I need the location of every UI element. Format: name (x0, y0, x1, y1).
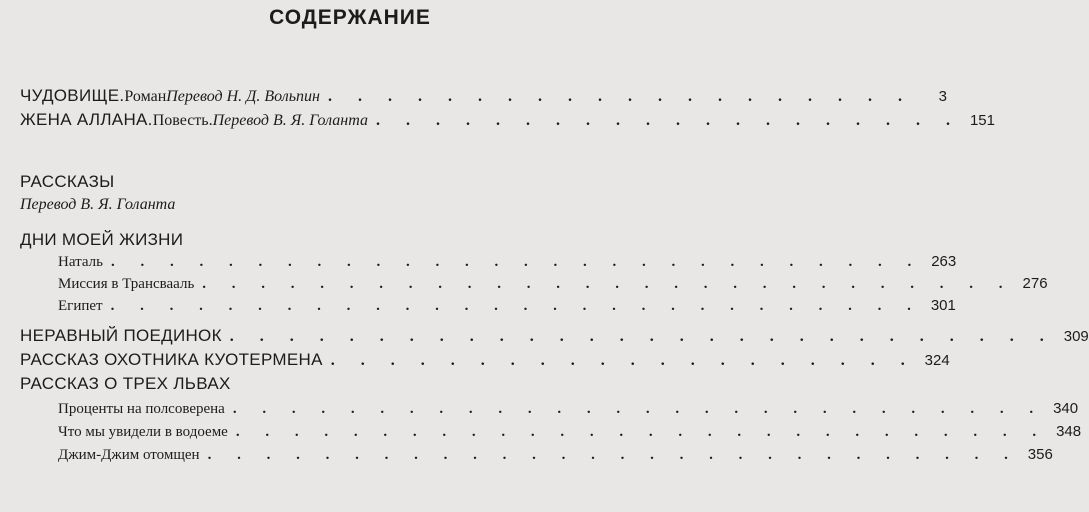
stories-heading: РАССКАЗЫ (20, 172, 115, 191)
toc-subentry (58, 423, 1082, 441)
subentry-title: Наталь (58, 254, 103, 270)
entry-title: НЕРАВНЫЙ ПОЕДИНОК (20, 326, 222, 345)
toc-subentry (58, 400, 1079, 418)
toc-subentry (58, 297, 956, 315)
subentry-page: 356 (1027, 446, 1053, 463)
toc-subentry (58, 275, 1048, 293)
entry-translator: Перевод В. Я. Голанта (212, 112, 368, 129)
stories-translator: Перевод В. Я. Голанта (20, 196, 176, 213)
subentry-page: 340 (1053, 400, 1079, 417)
leader-dots: . . . . . . . . . . . . . . . . . . . . (327, 88, 913, 105)
entry-title: РАССКАЗ ОХОТНИКА КУОТЕРМЕНА (20, 350, 323, 369)
entry-title: ЧУДОВИЩЕ. (20, 86, 125, 105)
toc-entry (20, 86, 947, 106)
subentry-title: Миссия в Трансвааль (58, 276, 195, 292)
section-title: ДНИ МОЕЙ ЖИЗНИ (20, 230, 184, 249)
subentry-title: Проценты на полсоверена (58, 401, 225, 417)
entry-title: ЖЕНА АЛЛАНА. (20, 110, 153, 129)
entry-genre: Роман (124, 88, 167, 105)
leader-dots: . . . . . . . . . . . . . . . . . . . . . . . . . . . . (202, 276, 1014, 292)
toc-entry (20, 110, 995, 130)
entry-page: 151 (969, 112, 995, 129)
entry-translator: Перевод Н. Д. Вольпин (166, 88, 320, 105)
subentry-page: 263 (931, 253, 957, 270)
leader-dots: . . . . . . . . . . . . . . . . . . . . . . . . . . . . (235, 424, 1048, 440)
subentry-page: 301 (930, 297, 956, 314)
leader-dots: . . . . . . . . . . . . . . . . . . . . (330, 352, 916, 369)
toc-subentry (58, 446, 1053, 464)
leader-dots: . . . . . . . . . . . . . . . . . . . . . . . . . . . . (232, 401, 1045, 417)
toc-entry (20, 350, 950, 370)
section-title: РАССКАЗ О ТРЕХ ЛЬВАХ (20, 374, 231, 393)
entry-page: 324 (924, 352, 950, 369)
leader-dots: . . . . . . . . . . . . . . . . . . . . . . . . . . . . (110, 254, 923, 270)
page-title: СОДЕРЖАНИЕ (269, 6, 431, 29)
leader-dots: . . . . . . . . . . . . . . . . . . . . . . . . . . . . (207, 447, 1019, 463)
leader-dots: . . . . . . . . . . . . . . . . . . . . . . . . . . . . (229, 328, 1055, 345)
leader-dots: . . . . . . . . . . . . . . . . . . . . . . . . . . . . (110, 298, 922, 314)
toc-subentry (58, 253, 957, 271)
entry-page: 309 (1063, 328, 1089, 345)
subentry-title: Что мы увидели в водоеме (58, 424, 228, 440)
leader-dots: . . . . . . . . . . . . . . . . . . . . (376, 112, 961, 129)
entry-genre: Повесть. (152, 112, 213, 129)
subentry-title: Джим-Джим отомщен (58, 447, 200, 463)
subentry-page: 276 (1022, 275, 1048, 292)
subentry-title: Египет (58, 298, 103, 314)
entry-page: 3 (938, 88, 947, 105)
toc-entry (20, 326, 1089, 346)
subentry-page: 348 (1056, 423, 1082, 440)
